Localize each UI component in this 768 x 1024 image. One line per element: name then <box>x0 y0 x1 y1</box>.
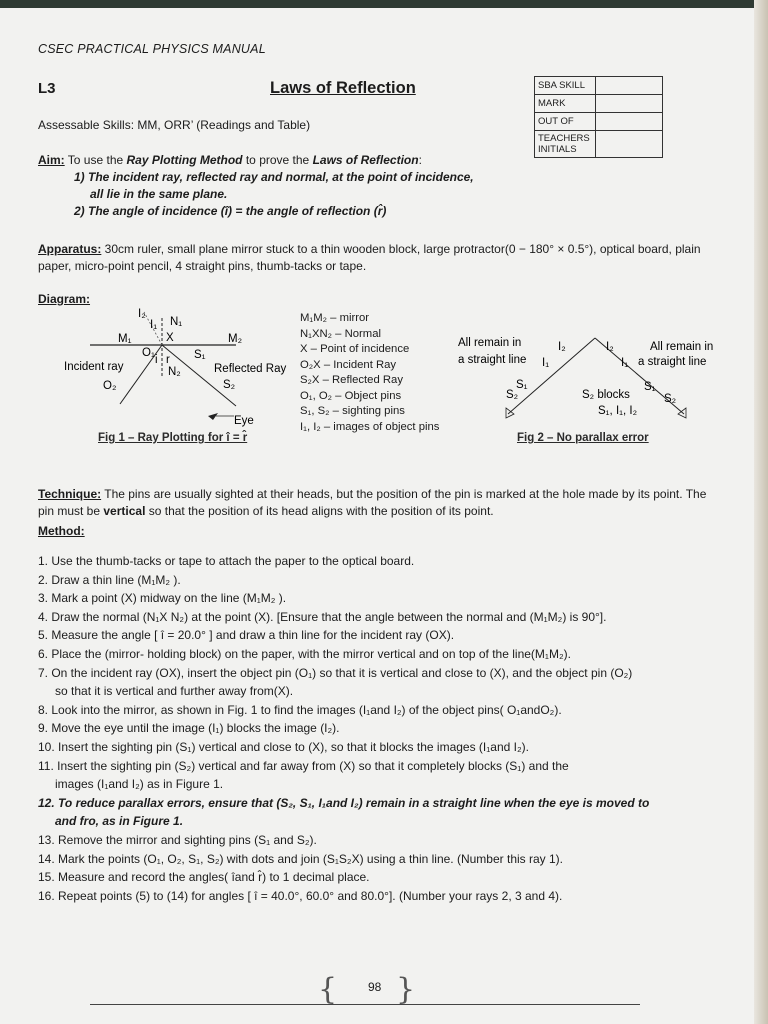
fig1-label: O₂ <box>103 380 117 392</box>
aim-section <box>38 152 508 220</box>
method-step: 16. Repeat points (5) to (14) for angles [ î = 40.0°, 60.0° and 80.0°]. (Number your rays 2, 3 and 4). <box>38 888 563 903</box>
footer-rule <box>90 1004 640 1005</box>
technique-bold: vertical <box>103 504 146 518</box>
fig1-label: I₂ <box>138 308 146 320</box>
method-step: 11. Insert the sighting pin (S₂) vertical and far away from (X) so that it completely blocks (S₁) and the <box>38 758 569 773</box>
method-step: 13. Remove the mirror and sighting pins (S₁ and S₂). <box>38 832 317 847</box>
fig2-caption: Fig 2 – No parallax error <box>517 432 649 444</box>
method-step-cont: and fro, as in Figure 1. <box>55 814 184 829</box>
fig1-label: r <box>166 354 170 366</box>
legend-item: X – Point of incidence <box>300 343 410 355</box>
method-step: 7. On the incident ray (OX), insert the object pin (O₁) so that it is vertical and close to (X), and the object pin (O₂) <box>38 665 633 680</box>
technique-text: The pins are usually sighted at their heads, but the position of the pin is marked at the hole made by its point. The pin must be <box>38 487 707 518</box>
method-step: 9. Move the eye until the image (I₁) blocks the image (I₂). <box>38 721 340 736</box>
page-spine-shadow <box>754 0 768 1024</box>
method-step: 14. Mark the points (O₁, O₂, S₁, S₂) with dots and join (S₁S₂X) using a thin line. (Number this ray 1). <box>38 851 563 866</box>
method-step: 8. Look into the mirror, as shown in Fig. 1 to find the images (I₁and I₂) of the object pins( O₁andO₂). <box>38 702 562 717</box>
aim-text: To use the <box>67 153 127 167</box>
apparatus-text: 30cm ruler, small plane mirror stuck to a thin wooden block, large protractor(0 − 180° × 0.5°), optical board, plain paper, micro-point pencil, 4 straight pins, thumb-tacks or tape. <box>38 242 701 273</box>
fig1-caption: Fig 1 – Ray Plotting for î = r̂ <box>98 432 248 444</box>
fig1-label: M₁ <box>118 333 132 345</box>
fig1-label: I₁ <box>150 319 158 331</box>
fig2-label: I₂ <box>558 341 566 353</box>
fig2-note: All remain in <box>650 341 714 353</box>
sba-row-label: MARK <box>535 95 596 113</box>
apparatus-section <box>38 241 728 275</box>
aim-item-1-cont: all lie in the same plane. <box>90 187 228 201</box>
fig2-note: a straight line <box>458 354 527 366</box>
fig2-label: I₁ <box>542 357 550 369</box>
sba-row-label: SBA SKILL <box>535 77 596 95</box>
fig2-label: S₂ <box>664 393 677 405</box>
fig1-diagram <box>58 308 298 430</box>
fig1-label: S₂ <box>223 379 236 391</box>
method-step: 3. Mark a point (X) midway on the line (M₁M₂ ). <box>38 591 287 606</box>
fig1-label: M₂ <box>228 333 243 345</box>
legend-item: S₂X – Reflected Ray <box>300 374 403 386</box>
legend-item: I₁, I₂ – images of object pins <box>300 420 440 433</box>
fig1-label: O₁ <box>142 347 155 359</box>
legend-item: M₁M₂ – mirror <box>300 312 370 324</box>
method-label: Method: <box>38 524 85 538</box>
method-step: 1. Use the thumb-tacks or tape to attach the paper to the optical board. <box>38 554 415 568</box>
technique-section <box>38 486 718 520</box>
fig1-label: Eye <box>234 415 254 427</box>
fig2-label: I₁ <box>621 357 629 369</box>
diagram-legend <box>300 311 439 435</box>
method-step: 4. Draw the normal (N₁X N₂) at the point (X). [Ensure that the angle between the normal and (M₁M₂) is 90°]. <box>38 609 607 624</box>
fig2-diagram <box>458 330 720 428</box>
sba-row-label: TEACHERS INITIALS <box>535 131 596 158</box>
technique-text: so that the position of its head aligns with the position of its point. <box>145 504 494 518</box>
aim-item-1: 1) The incident ray, reflected ray and normal, at the point of incidence, <box>74 170 474 184</box>
fig1-label: S₁ <box>194 349 206 361</box>
aim-colon: : <box>418 153 422 167</box>
page-number: 98 <box>368 980 382 994</box>
technique-label: Technique: <box>38 487 102 501</box>
fig2-label: S₁ <box>516 379 528 391</box>
sba-cell <box>596 131 663 158</box>
fig2-note: All remain in <box>458 337 522 349</box>
fig1-label: X <box>166 332 174 344</box>
sba-table <box>534 76 663 158</box>
sba-cell <box>596 77 663 95</box>
fig1-label: N₂ <box>168 366 181 378</box>
method-step: 10. Insert the sighting pin (S₁) vertical and close to (X), so that it blocks the images (I₁and I₂). <box>38 739 529 754</box>
fig2-label: I₂ <box>606 341 614 353</box>
page-title: Laws of Reflection <box>270 79 416 97</box>
fig2-label: S₁ <box>644 381 656 393</box>
fig2-note: S₁, I₁, I₂ <box>598 405 638 417</box>
fig2-left-ray <box>508 338 595 414</box>
sba-cell <box>596 113 663 131</box>
method-step: 12. To reduce parallax errors, ensure that (S₂, S₁, I₁and I₂) remain in a straight line when the eye is moved to <box>38 795 650 810</box>
aim-method: Ray Plotting Method <box>126 153 243 167</box>
sba-cell <box>596 95 663 113</box>
assessable-skills: Assessable Skills: MM, ORR’ (Readings and Table) <box>38 118 311 132</box>
legend-item: N₁XN₂ – Normal <box>300 327 382 340</box>
diagram-label: Diagram: <box>38 292 91 306</box>
aim-item-2: 2) The angle of incidence (î) = the angle of reflection (r̂) <box>74 204 387 218</box>
method-step: 6. Place the (mirror- holding block) on the paper, with the mirror vertical and on top of the line(M₁M₂). <box>38 646 571 661</box>
method-step-cont: so that it is vertical and further away from(X). <box>55 684 294 699</box>
apparatus-label: Apparatus: <box>38 242 102 256</box>
aim-label: Aim: <box>38 153 65 167</box>
fig1-label: N₁ <box>170 316 183 328</box>
legend-item: S₁, S₂ – sighting pins <box>300 405 405 417</box>
manual-title: CSEC PRACTICAL PHYSICS MANUAL <box>38 42 266 56</box>
page-bracket-right: } <box>396 972 416 1007</box>
fig1-label: i <box>155 354 158 366</box>
sba-row-label: OUT OF <box>535 113 596 131</box>
fig2-note: S₂ blocks <box>582 389 630 401</box>
aim-text: to prove the <box>242 153 313 167</box>
eye-arrow-icon <box>208 413 218 420</box>
lab-code: L3 <box>38 80 56 97</box>
method-step: 5. Measure the angle [ î = 20.0° ] and draw a thin line for the incident ray (OX). <box>38 628 455 643</box>
page-bracket-left: { <box>318 972 338 1007</box>
fig1-label: Incident ray <box>64 361 124 373</box>
method-step-cont: images (I₁and I₂) as in Figure 1. <box>55 777 224 792</box>
top-edge-bar <box>0 0 768 8</box>
legend-item: O₂X – Incident Ray <box>300 358 397 371</box>
method-step: 15. Measure and record the angles( îand r̂) to 1 decimal place. <box>38 870 370 885</box>
fig2-note: a straight line <box>638 356 707 368</box>
aim-laws: Laws of Reflection <box>312 153 419 167</box>
fig1-label: Reflected Ray <box>214 363 287 375</box>
method-step: 2. Draw a thin line (M₁M₂ ). <box>38 572 181 587</box>
method-steps <box>38 552 698 905</box>
fig2-label: S₂ <box>506 389 519 401</box>
legend-item: O₁, O₂ – Object pins <box>300 389 402 402</box>
